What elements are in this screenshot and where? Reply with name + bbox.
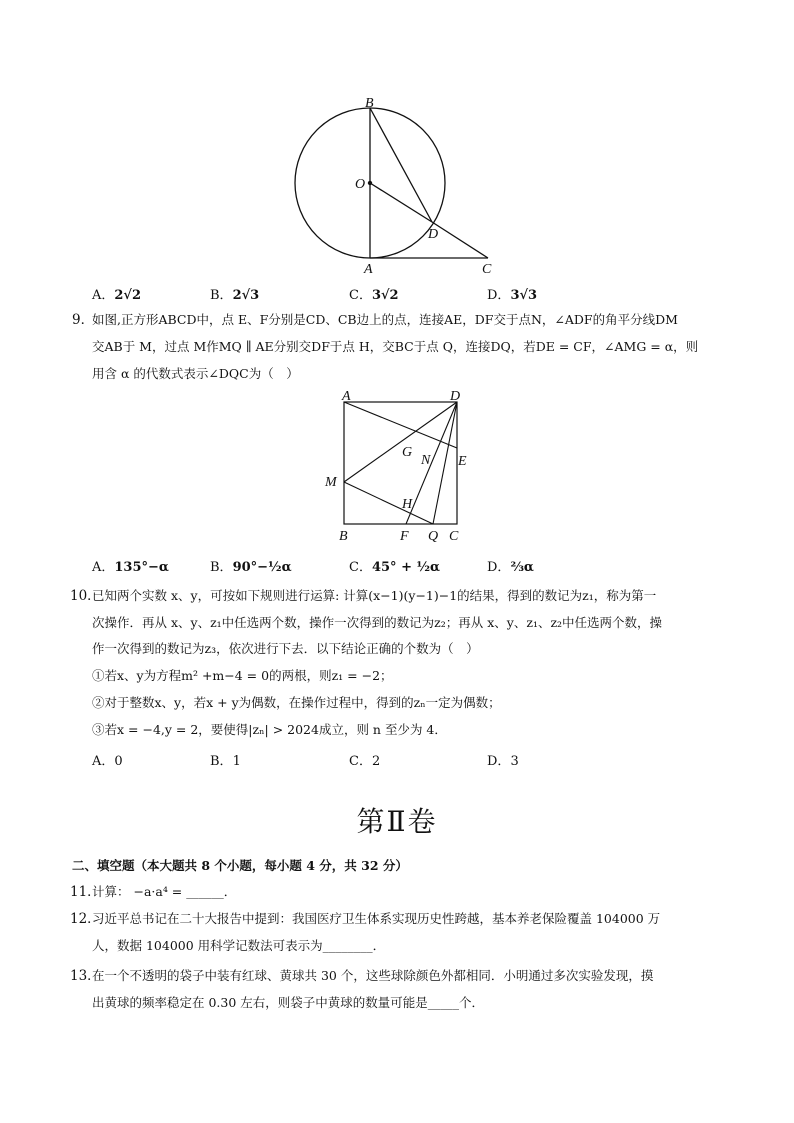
q12-number: 12． — [70, 911, 101, 927]
q8-label-b: B — [365, 96, 374, 111]
q9-text-line-2: 交AB于 M，过点 M作MQ ∥ AE分别交DF于点 H，交BC于点 Q，连接DQ，若DE = CF，∠AMG = α，则 — [92, 339, 699, 354]
q8-geometry-diagram — [280, 88, 510, 278]
q9-label-a: A — [342, 389, 351, 404]
part2-heading: 二、填空题（本大题共 8 个小题，每小题 4 分，共 32 分） — [72, 858, 408, 873]
q8-segment-bd — [370, 108, 432, 222]
q9-label-m: M — [325, 475, 337, 490]
q9-label-f: F — [400, 529, 409, 544]
q12-text-line-1: 习近平总书记在二十大报告中提到：我国医疗卫生体系实现历史性跨越，基本养老保险覆盖 104000 万 — [92, 911, 661, 926]
q9-label-b: B — [339, 529, 348, 544]
q9-text-line-3: 用含 α 的代数式表示∠DQC为（ ） — [92, 366, 299, 381]
q9-figure — [320, 388, 480, 548]
q8-label-c: C — [482, 262, 492, 277]
q8-option-a[interactable]: A．2√2 — [92, 288, 142, 303]
q13-text-line-2: 出黄球的频率稳定在 0.30 左右，则袋子中黄球的数量可能是_____个． — [92, 995, 485, 1010]
q10-option-b[interactable]: B．1 — [210, 754, 241, 769]
q10-statement-2: ②对于整数x、y，若x + y为偶数，在操作过程中，得到的zₙ一定为偶数； — [92, 695, 501, 710]
q10-statement-1: ①若x、y为方程m² +m−4 = 0的两根，则z₁ = −2； — [92, 668, 393, 683]
q9-label-h: H — [402, 497, 413, 512]
q9-label-q: Q — [428, 529, 439, 544]
q9-label-n: N — [421, 453, 431, 468]
q8-center-dot — [368, 181, 372, 185]
q8-options — [92, 284, 732, 302]
q8-label-d: D — [428, 227, 439, 242]
q9-number: 9． — [72, 312, 95, 328]
q9-text-line-1: 如图,正方形ABCD中，点 E、F分别是CD、CB边上的点，连接AE，DF交于点N，∠ADF的角平分线DM — [92, 312, 678, 327]
q8-option-d[interactable]: D．3√3 — [487, 288, 538, 303]
q12-text-line-2: 人，数据 104000 用科学记数法可表示为________． — [92, 938, 386, 953]
q9-option-a[interactable]: A．135°−α — [92, 560, 169, 575]
q9-options — [92, 556, 732, 574]
q9-label-c: C — [449, 529, 459, 544]
q10-option-d[interactable]: D．3 — [487, 754, 519, 769]
q8-label-o: O — [355, 177, 366, 192]
q9-label-g: G — [402, 445, 413, 460]
q8-option-b[interactable]: B．2√3 — [210, 288, 260, 303]
q10-text-line-3: 作一次得到的数记为z₃，依次进行下去．以下结论正确的个数为（ ） — [92, 641, 479, 656]
q11-number: 11． — [70, 884, 101, 900]
q8-figure — [280, 88, 510, 278]
q9-square — [344, 402, 457, 524]
section-title: 第Ⅱ卷 — [356, 805, 438, 838]
q9-label-d: D — [450, 389, 461, 404]
q10-text-line-1: 已知两个实数 x、y，可按如下规则进行运算: 计算(x−1)(y−1)−1的结果，得到的数记为z₁，称为第一 — [92, 588, 657, 603]
q10-option-a[interactable]: A．0 — [92, 754, 123, 769]
q9-segment-ae — [344, 402, 457, 448]
q8-option-c[interactable]: C．3√2 — [349, 288, 399, 303]
q9-segment-mq — [344, 482, 433, 524]
q11-text: 计算： −a·a⁴ = ______． — [92, 884, 237, 899]
q10-number: 10． — [70, 588, 101, 604]
q13-number: 13． — [70, 968, 101, 984]
q10-text-line-2: 次操作．再从 x、y、z₁中任选两个数，操作一次得到的数记为z₂；再从 x、y、z₁、z₂中任选两个数，操 — [92, 615, 663, 630]
q9-option-d[interactable]: D．⅔α — [487, 560, 534, 575]
q10-statement-3: ③若x = −4,y = 2，要使得|zₙ| > 2024成立，则 n 至少为 4． — [92, 722, 447, 737]
q8-segment-od — [370, 183, 432, 222]
q8-label-a: A — [364, 262, 373, 277]
q10-options — [92, 750, 732, 768]
q8-segment-dc — [432, 222, 488, 258]
q9-segment-dq — [433, 402, 457, 524]
q9-option-c[interactable]: C．45° + ½α — [349, 560, 441, 575]
q9-geometry-diagram — [320, 388, 480, 548]
q10-option-c[interactable]: C．2 — [349, 754, 381, 769]
q13-text-line-1: 在一个不透明的袋子中装有红球、黄球共 30 个，这些球除颜色外都相同．小明通过多次实验发现，摸 — [92, 968, 654, 983]
q9-label-e: E — [458, 454, 467, 469]
q9-option-b[interactable]: B．90°−½α — [210, 560, 292, 575]
